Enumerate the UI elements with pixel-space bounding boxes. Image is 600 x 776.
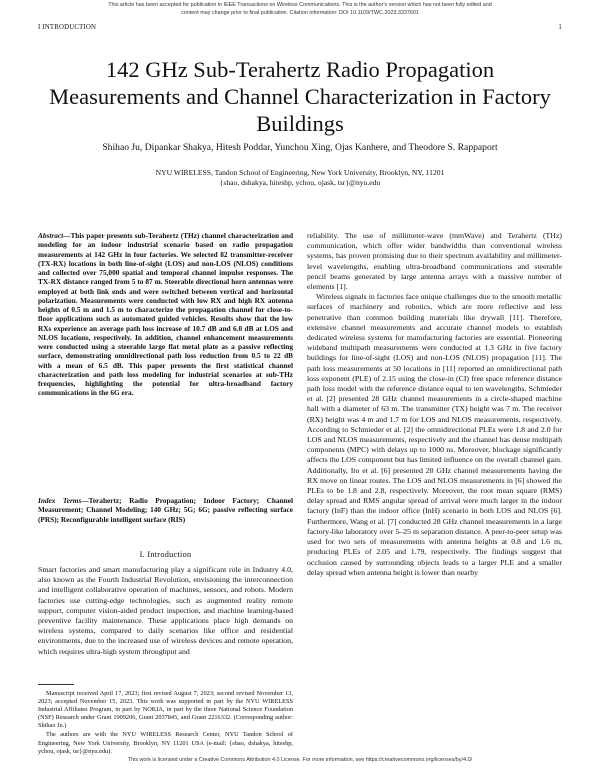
intro-paragraph: Smart factories and smart manufacturing play a significant role in Industry 4.0, also known as the Fourth Industrial Revolution, envisioning the interconnection and intelligent collaborative operation of machines, sensors, and robots. Modern factories use cutting-edge technologies, such as augmented reality remote support, computer vision-aided product inspection, and machine learning-based preventive facility maintenance. These applications place high demands on wireless systems, compared to daily scenarios like office and residential environments, due to the increased use of wireless devices and remote operation, which requires ultra-high system throughput and bbox=[38, 565, 293, 656]
page-number: 1 bbox=[558, 24, 562, 31]
running-head-section: I INTRODUCTION bbox=[38, 24, 97, 31]
paper-title: 142 GHz Sub-Terahertz Radio Propagation Measurements and Channel Characterization in Factory Buildings bbox=[49, 57, 551, 136]
footnote-manuscript: Manuscript received April 17, 2023; first revised August 7, 2023; second revised November 13, 2023; accepted November 15, 2023. This work was supported in part by the NYU WIRELESS Industrial Affiliates Program, in part by NOKIA, in part by the three National Science Foundation (NSF) Research under Grant 1909206, Grant 2037845, and Grant 2216332. (Corresponding author: Shihao Ju.) bbox=[38, 690, 293, 730]
affiliation-emails: {shao, dshakya, hiteshp, ychou, ojask, tsr}@nyu.edu bbox=[219, 178, 381, 187]
affiliation bbox=[60, 168, 540, 188]
affiliation-institution: NYU WIRELESS, Tandon School of Engineering, New York University, Brooklyn, NY, 11201 bbox=[155, 168, 445, 177]
index-terms-label: Index Terms bbox=[38, 496, 82, 505]
author-list: Shihao Ju, Dipankar Shakya, Hitesh Poddar, Yunchou Xing, Ojas Kanhere, and Theodore S. Rappaport bbox=[102, 142, 498, 153]
footnotes bbox=[38, 690, 293, 757]
license-footer: This work is licensed under a Creative Commons Attribution 4.0 License. For more information, see https://creativecommons.org/licenses/by/4.0/ bbox=[127, 757, 473, 763]
abstract-label: Abstract bbox=[38, 231, 64, 240]
right-column bbox=[307, 231, 562, 578]
body-paragraph: Wireless signals in factories face unique challenges due to the smooth metallic surfaces of machinery and robotics, which are more reflective and less penetrative than common building materials like drywall [11]. Therefore, extensive channel measurements and accurate channel models to establish dedicated wireless systems for manufacturing factories are essential. Pioneering wideband multipath measurements were conducted at 1.3 GHz in five factory buildings for line-of-sight (LOS) and non-LOS (NLOS) propagation [11]. The path loss measurements at 50 locations in [11] reported an omnidirectional path loss exponent (PLE) of 2.15 using the close-in (CI) free space reference distance path loss model with the reference distance equal to ten wavelengths. Schmieder et al. [2] presented 28 GHz channel measurements in a circle-shaped machine hall with a diameter of 63 m. The transmitter (TX) height was 7 m. The receiver (RX) height was 4 m and 1.7 m for LOS and NLOS measurements, respectively. According to Schmieder et al. [2] the omnidirectional PLEs were 1.8 and 2.0 for LOS and NLOS measurements, respectively and the channel has dense multipath components (MPC) with delays up to 1000 ns. Moreover, blockage significantly affects the LOS component but has limited influence on the overall channel gain. Additionally, Ito et al. [6] presented 28 GHz channel measurements having the RX move on linear routes. The LOS and NLOS measurements in [6] showed the PLEs to be 1.8 and 2.8, respectively. Moreover, the root mean square (RMS) delay spread and RMS angular spread of arrival were much larger in the indoor factory (InF) than the indoor office (InH) scenario in both LOS and NLOS [6]. Furthermore, Wang et al. [7] conducted 28 GHz channel measurements in a large factory-like laboratory over 5–25 m separation distance. A peer-to-peer setup was used for two sets of measurements with antenna heights at 0.8 and 1.6 m, producing PLEs of 2.05 and 1.79, respectively. The findings suggest that occlusion caused by surrounding objects leads to a larger PLE and a smaller delay spread when antenna height is lower than nearby bbox=[307, 292, 562, 577]
running-head bbox=[38, 24, 562, 33]
index-terms-text: —Terahertz; Radio Propagation; Indoor Factory; Channel Measurement; Channel Modeling; 140 GHz; 5G; 6G; passive reflecting surface (PRS); Reconfigurable intelligent surface (RIS) bbox=[38, 496, 294, 524]
body-paragraph: reliability. The use of millimeter-wave (mmWave) and Terahertz (THz) communication, which offer wider bandwidths than conventional wireless systems, has proven promising due to their spectrum availability and millimeter-level wavelengths, enabling ultra-broadband communications and steerable pencil beams generated by large antenna arrays with a massive number of elements [1]. bbox=[307, 231, 562, 292]
footnote-rule bbox=[38, 684, 74, 685]
publication-notice: This article has been accepted for publication in IEEE Transactions on Wireless Communications. This is the author's version which has not been fully edited and content may change prior to final publication. Citation information: DOI 10.1109/TWC.2023.3337601 bbox=[108, 2, 492, 17]
section-heading: I. Introduction bbox=[139, 550, 192, 559]
abstract-text: —This paper presents sub-Terahertz (THz) channel characterization and modeling for an indoor industrial scenario based on radio propagation measurements at 142 GHz in four factories. We selected 82 transmitter-receiver (TX-RX) locations in both line-of-sight (LOS) and non-LOS (NLOS) conditions and collected over 75,000 spatial and temporal channel impulse responses. The TX-RX distance ranged from 5 to 87 m. Steerable directional horn antennas were employed at both link ends and were switched between vertical and horizontal polarization. Measurements were conducted with low RX and high RX antenna heights of 0.5 m and 1.5 m to characterize the propagation channel for close-to-floor applications such as automated guided vehicles. Results show that the low RXs experience an average path loss increase of 10.7 dB and 6.0 dB at LOS and NLOS locations, respectively. In addition, channel enhancement measurements were conducted using a steerable large flat metal plate as a passive reflecting surface, demonstrating omnidirectional path loss reduction from 0.5 to 22 dB with a mean of 6.5 dB. This paper presents the first statistical channel characterization and path loss modeling for industrial scenarios at sub-THz frequencies, highlighting the potential for ultra-broadband factory communications in the 6G era. bbox=[38, 231, 293, 398]
abstract bbox=[38, 231, 293, 398]
index-terms bbox=[38, 496, 293, 524]
footnote-authors: The authors are with the NYU WIRELESS Research Center, NYU Tandon School of Engineering, New York University, Brooklyn, NY 11201 USA (e-mail: {shao, dshakya, hiteshp, ychou, ojask, tsr}@nyu.edu). bbox=[38, 731, 293, 755]
